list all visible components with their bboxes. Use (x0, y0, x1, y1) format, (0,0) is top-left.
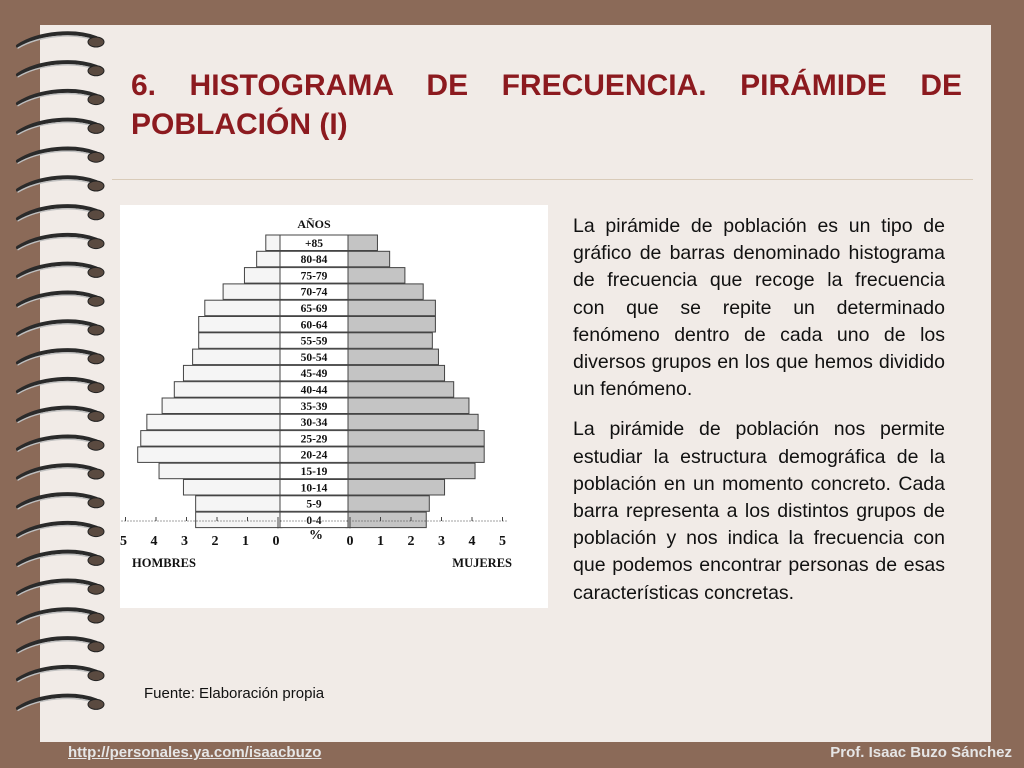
title-line-2: POBLACIÓN (I) (131, 108, 348, 141)
ring-hole (88, 354, 104, 364)
ring-highlight (18, 353, 94, 365)
pyramid-header: AÑOS (297, 217, 331, 231)
ring-highlight (18, 468, 94, 480)
x-tick-label: 5 (499, 534, 506, 549)
ring-hole (88, 95, 104, 105)
age-group-label: 35-39 (300, 400, 328, 413)
binding-ring (18, 264, 104, 279)
binding-ring (18, 465, 104, 480)
men-bar (196, 512, 282, 528)
x-tick-label: 2 (407, 534, 415, 549)
binding-ring (18, 609, 104, 624)
footer-author: Prof. Isaac Buzo Sánchez (830, 744, 1012, 761)
ring-wire (18, 149, 96, 162)
ring-hole (88, 181, 104, 191)
binding-ring (18, 552, 104, 567)
ring-highlight (18, 65, 94, 77)
pyramid-row (159, 463, 475, 479)
men-bar (193, 349, 282, 365)
pyramid-row (193, 349, 439, 365)
age-group-label: 70-74 (300, 286, 328, 299)
ring-highlight (18, 410, 94, 422)
body-text (573, 213, 945, 620)
ring-wire (18, 206, 96, 219)
age-group-label: 0-4 (306, 514, 322, 527)
binding-ring (18, 293, 104, 308)
women-bar (346, 300, 435, 316)
women-bar (346, 480, 445, 496)
men-bar (162, 398, 282, 414)
spiral-binding (0, 30, 110, 740)
age-group-label: 30-34 (300, 417, 328, 430)
age-group-label: 45-49 (300, 368, 328, 381)
ring-wire (18, 494, 96, 507)
ring-wire (18, 177, 96, 190)
title-line-1: 6. HISTOGRAMA DE FRECUENCIA. PIRÁMIDE DE (131, 69, 962, 102)
age-group-label: 40-44 (300, 384, 328, 397)
women-bar (346, 512, 426, 528)
ring-wire (18, 33, 96, 46)
ring-hole (88, 210, 104, 220)
pyramid-row (147, 414, 478, 430)
x-tick-label: 4 (468, 534, 476, 549)
men-bar (244, 268, 282, 284)
binding-ring (18, 177, 104, 192)
ring-hole (88, 584, 104, 594)
women-bar (346, 251, 390, 266)
age-group-label: 15-19 (300, 466, 328, 478)
ring-highlight (18, 439, 94, 451)
binding-ring (18, 408, 104, 423)
binding-ring (18, 581, 104, 596)
footer-link[interactable]: http://personales.ya.com/isaacbuzo (68, 744, 322, 761)
ring-hole (88, 527, 104, 537)
ring-highlight (18, 526, 94, 538)
pyramid-row (174, 382, 453, 398)
legend-men: HOMBRES (132, 556, 196, 570)
ring-highlight (18, 36, 94, 48)
men-bar (183, 365, 282, 381)
x-tick-label: 0 (272, 534, 280, 549)
x-tick-label: 3 (438, 534, 445, 549)
ring-hole (88, 555, 104, 565)
binding-ring (18, 437, 104, 452)
age-group-label: 25-29 (300, 433, 328, 446)
binding-ring (18, 321, 104, 336)
women-bar (346, 317, 435, 333)
ring-hole (88, 642, 104, 652)
binding-ring (18, 667, 104, 682)
ring-wire (18, 609, 96, 622)
pyramid-row (199, 317, 436, 333)
pyramid-row (196, 496, 430, 512)
ring-wire (18, 581, 96, 594)
ring-hole (88, 239, 104, 249)
women-bar (346, 235, 377, 251)
binding-ring (18, 120, 104, 135)
women-bar (346, 333, 432, 349)
pyramid-row (199, 333, 433, 349)
ring-wire (18, 523, 96, 536)
ring-highlight (18, 266, 94, 278)
men-bar (147, 414, 282, 430)
binding-ring (18, 33, 104, 48)
age-group-label: 55-59 (300, 335, 328, 348)
ring-highlight (18, 612, 94, 624)
pyramid-row (196, 512, 427, 528)
pyramid-row (138, 447, 485, 463)
ring-highlight (18, 151, 94, 163)
pyramid-row (244, 268, 404, 284)
ring-hole (88, 613, 104, 623)
ring-highlight (18, 295, 94, 307)
men-bar (257, 251, 282, 266)
ring-hole (88, 383, 104, 393)
slide-title (131, 66, 962, 144)
pyramid-row (205, 300, 436, 316)
men-bar (196, 496, 282, 512)
ring-highlight (18, 698, 94, 710)
ring-hole (88, 440, 104, 450)
ring-highlight (18, 497, 94, 509)
women-bar (346, 447, 484, 463)
ring-highlight (18, 641, 94, 653)
women-bar (346, 268, 405, 284)
ring-hole (88, 498, 104, 508)
binding-ring (18, 523, 104, 538)
ring-hole (88, 469, 104, 479)
ring-hole (88, 66, 104, 76)
women-bar (346, 496, 429, 512)
ring-highlight (18, 238, 94, 250)
ring-wire (18, 293, 96, 306)
x-tick-label: 2 (211, 534, 219, 549)
women-bar (346, 431, 484, 447)
binding-ring (18, 379, 104, 394)
men-bar (183, 480, 282, 496)
ring-wire (18, 62, 96, 75)
x-tick-label: 5 (120, 534, 127, 549)
binding-ring (18, 206, 104, 221)
binding-ring (18, 62, 104, 77)
ring-hole (88, 671, 104, 681)
pyramid-row (257, 251, 390, 266)
ring-wire (18, 350, 96, 363)
women-bar (346, 365, 445, 381)
ring-highlight (18, 670, 94, 682)
ring-wire (18, 264, 96, 277)
ring-wire (18, 638, 96, 651)
title-divider (112, 179, 973, 180)
men-bar (199, 333, 282, 349)
men-bar (205, 300, 282, 316)
x-tick-label: 1 (377, 534, 384, 549)
x-tick-label: 0 (346, 534, 354, 549)
women-bar (346, 414, 478, 430)
age-group-label: 75-79 (300, 270, 328, 283)
age-group-label: 50-54 (300, 351, 328, 364)
binding-ring (18, 350, 104, 365)
ring-highlight (18, 382, 94, 394)
ring-highlight (18, 209, 94, 221)
ring-hole (88, 267, 104, 277)
ring-wire (18, 120, 96, 133)
ring-wire (18, 379, 96, 392)
pyramid-row (266, 235, 378, 251)
age-group-label: 5-9 (306, 498, 322, 511)
women-bar (346, 284, 423, 300)
binding-ring (18, 235, 104, 250)
binding-ring (18, 91, 104, 106)
women-bar (346, 398, 469, 414)
ring-highlight (18, 583, 94, 595)
age-group-label: 10-14 (300, 482, 328, 495)
pyramid-row (183, 480, 444, 496)
men-bar (199, 317, 282, 333)
ring-hole (88, 152, 104, 162)
ring-hole (88, 123, 104, 133)
age-group-label: 65-69 (300, 303, 328, 315)
population-pyramid-chart (120, 205, 548, 608)
binding-ring (18, 638, 104, 653)
ring-wire (18, 465, 96, 478)
ring-wire (18, 321, 96, 334)
men-bar (174, 382, 282, 398)
ring-hole (88, 325, 104, 335)
ring-highlight (18, 324, 94, 336)
ring-wire (18, 91, 96, 104)
source-caption: Fuente: Elaboración propia (144, 685, 325, 702)
age-group-label: 60-64 (300, 319, 328, 332)
ring-wire (18, 235, 96, 248)
population-pyramid-figure (120, 205, 548, 608)
ring-hole (88, 699, 104, 709)
ring-highlight (18, 94, 94, 106)
x-tick-label: 1 (242, 534, 249, 549)
men-bar (138, 447, 282, 463)
ring-hole (88, 296, 104, 306)
women-bar (346, 349, 438, 365)
age-group-label: 80-84 (300, 254, 328, 267)
x-tick-label: 3 (181, 534, 188, 549)
ring-highlight (18, 180, 94, 192)
paragraph-2: La pirámide de población nos permite estudiar la estructura demográfica de la población en un momento concreto. Cada barra representa a los distintos grupos de población y nos indica la frecuencia con que podemos encontrar personas de esas características concretas. (573, 418, 945, 604)
pyramid-row (162, 398, 469, 414)
x-axis-unit: % (309, 528, 323, 543)
men-bar (141, 431, 282, 447)
ring-hole (88, 37, 104, 47)
ring-wire (18, 437, 96, 450)
ring-hole (88, 411, 104, 421)
women-bar (346, 463, 475, 479)
ring-wire (18, 696, 96, 709)
women-bar (346, 382, 454, 398)
legend-women: MUJERES (452, 556, 512, 570)
binding-ring (18, 696, 104, 711)
age-group-label: +85 (304, 237, 324, 250)
binding-ring (18, 494, 104, 509)
ring-wire (18, 552, 96, 565)
pyramid-row (183, 365, 444, 381)
age-group-label: 20-24 (300, 449, 328, 462)
paragraph-1: La pirámide de población es un tipo de gráfico de barras denominado histograma de frecuencia que recoge la frecuencia con que se repite un determinado fenómeno dentro de cada uno de los diversos grupos en los que hemos dividido un fenómeno. (573, 215, 945, 401)
ring-wire (18, 667, 96, 680)
men-bar (159, 463, 282, 479)
binding-ring (18, 149, 104, 164)
ring-highlight (18, 554, 94, 566)
pyramid-row (141, 431, 484, 447)
ring-highlight (18, 122, 94, 134)
pyramid-row (223, 284, 423, 300)
men-bar (223, 284, 282, 300)
x-tick-label: 4 (150, 534, 158, 549)
ring-wire (18, 408, 96, 421)
